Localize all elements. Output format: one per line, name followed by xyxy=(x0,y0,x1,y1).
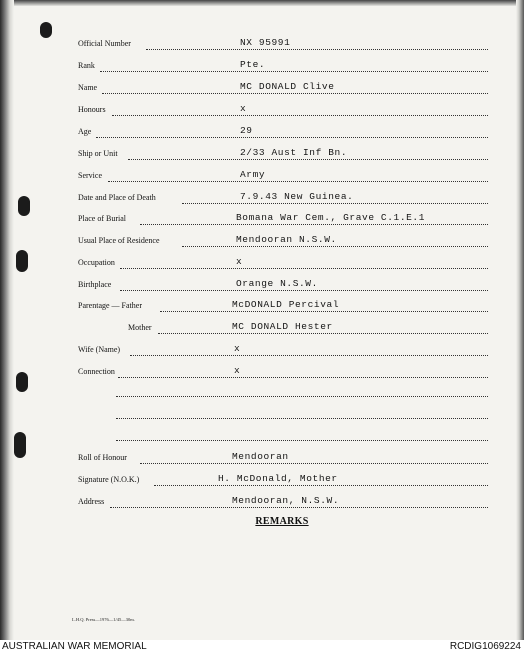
label-usual-residence: Usual Place of Residence xyxy=(78,236,160,245)
value-birthplace: Orange N.S.W. xyxy=(236,278,318,289)
label-honours: Honours xyxy=(78,105,106,114)
field-occupation xyxy=(78,257,488,271)
footer-record-id: RCDIG1069224 xyxy=(449,641,521,652)
value-place-of-burial: Bomana War Cem., Grave C.1.E.1 xyxy=(236,212,426,223)
scan-edge-top xyxy=(0,0,524,6)
binder-hole xyxy=(14,432,26,458)
field-age xyxy=(78,126,488,140)
field-date-place-of-death xyxy=(78,192,488,206)
field-mother xyxy=(78,322,488,336)
field-honours xyxy=(78,104,488,118)
value-date-place-of-death: 7.9.43 New Guinea. xyxy=(240,191,354,202)
label-rank: Rank xyxy=(78,61,95,70)
blank-line xyxy=(116,440,488,441)
label-date-place-of-death: Date and Place of Death xyxy=(78,193,156,202)
value-signature-nok: H. McDonald, Mother xyxy=(218,473,338,484)
label-mother: Mother xyxy=(128,323,152,332)
value-occupation: x xyxy=(236,256,243,267)
label-name: Name xyxy=(78,83,98,92)
scan-edge-right xyxy=(516,0,524,640)
value-address: Mendooran, N.S.W. xyxy=(232,495,340,506)
value-official-number: NX 95991 xyxy=(240,37,291,48)
blank-line xyxy=(116,396,488,397)
field-connection xyxy=(78,366,488,380)
value-honours: x xyxy=(240,103,247,114)
label-birthplace: Birthplace xyxy=(78,280,112,289)
binder-hole xyxy=(16,372,28,392)
label-occupation: Occupation xyxy=(78,258,115,267)
value-rank: Pte. xyxy=(240,59,266,70)
value-name: MC DONALD Clive xyxy=(240,81,335,92)
value-connection: x xyxy=(234,365,241,376)
label-service: Service xyxy=(78,171,102,180)
value-roll-of-honour: Mendooran xyxy=(232,451,289,462)
label-address: Address xyxy=(78,497,105,506)
label-roll-of-honour: Roll of Honour xyxy=(78,453,127,462)
binder-hole xyxy=(18,196,30,216)
label-wife: Wife (Name) xyxy=(78,345,121,354)
field-signature-nok xyxy=(78,474,488,488)
remarks-heading: REMARKS xyxy=(255,516,309,527)
field-name xyxy=(78,82,488,96)
value-mother: MC DONALD Hester xyxy=(232,321,333,332)
field-ship-or-unit xyxy=(78,148,488,162)
field-official-number xyxy=(78,38,488,52)
binder-hole xyxy=(40,22,52,38)
field-rank xyxy=(78,60,488,74)
blank-line xyxy=(116,418,488,419)
field-roll-of-honour xyxy=(78,452,488,466)
field-address xyxy=(78,496,488,510)
value-wife: x xyxy=(234,343,241,354)
value-age: 29 xyxy=(240,125,253,136)
label-place-of-burial: Place of Burial xyxy=(78,214,126,223)
label-signature-nok: Signature (N.O.K.) xyxy=(78,475,140,484)
value-ship-or-unit: 2/33 Aust Inf Bn. xyxy=(240,147,348,158)
label-age: Age xyxy=(78,127,92,136)
field-usual-residence xyxy=(78,235,488,249)
scan-edge-left xyxy=(0,0,14,640)
footer-source: AUSTRALIAN WAR MEMORIAL xyxy=(2,641,147,652)
footer-bar xyxy=(0,640,524,654)
value-usual-residence: Mendooran N.S.W. xyxy=(236,234,337,245)
field-place-of-burial xyxy=(78,213,488,227)
label-father: Parentage — Father xyxy=(78,301,142,310)
field-father xyxy=(78,300,488,314)
binder-hole xyxy=(16,250,28,272)
label-official-number: Official Number xyxy=(78,39,131,48)
value-service: Army xyxy=(240,169,266,180)
field-service xyxy=(78,170,488,184)
label-ship-or-unit: Ship or Unit xyxy=(78,149,118,158)
label-connection: Connection xyxy=(78,367,115,376)
field-wife xyxy=(78,344,488,358)
value-father: McDONALD Percival xyxy=(232,299,340,310)
field-birthplace xyxy=(78,279,488,293)
print-line: L.H.Q. Press—1976—1/45—30m. xyxy=(72,617,135,622)
